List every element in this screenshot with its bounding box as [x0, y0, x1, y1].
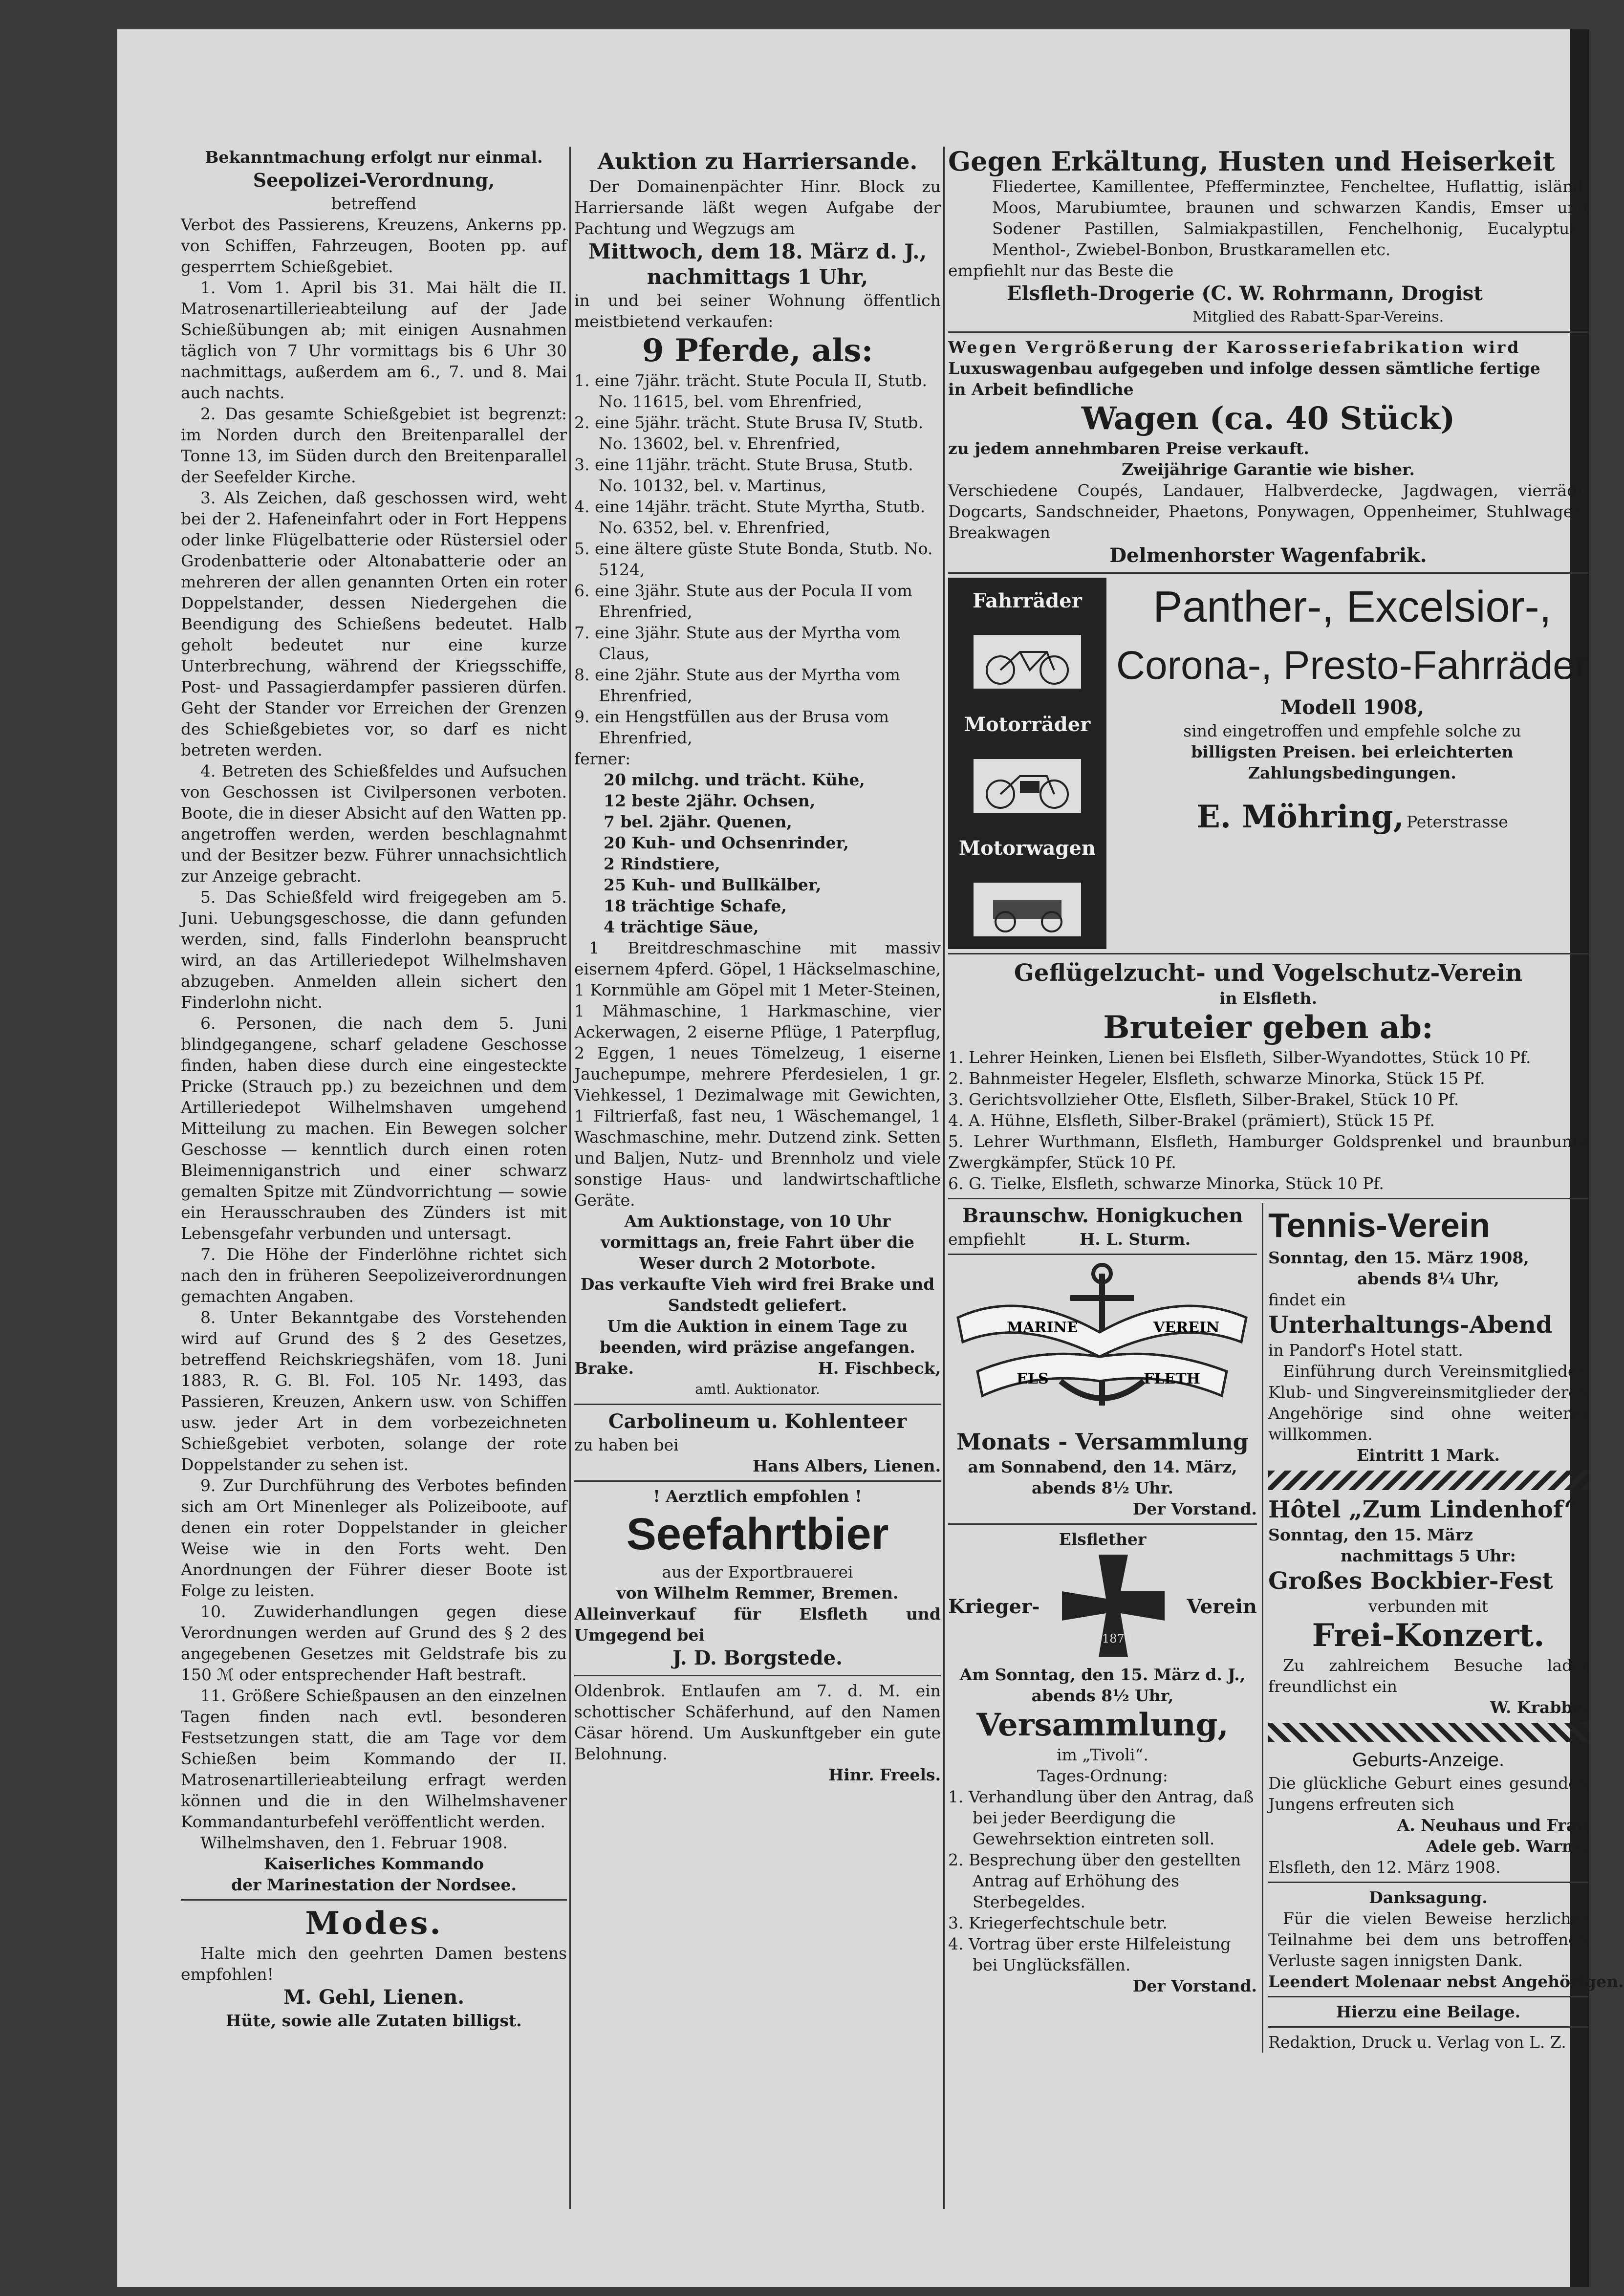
- decorative-border: [1268, 1471, 1588, 1490]
- cold-shop: Elsfleth-Drogerie (C. W. Rohrmann, Drogist: [1007, 282, 1483, 305]
- cattle-item: 4 trächtige Säue,: [604, 917, 759, 936]
- carbolineum-name: Hans Albers, Lienen.: [753, 1456, 941, 1475]
- tennis-line: findet ein: [1268, 1290, 1346, 1309]
- birth-name: A. Neuhaus und Frau: [1397, 1816, 1588, 1835]
- krieger-top: Elsflether: [1059, 1530, 1147, 1549]
- krieger-right: Verein: [1187, 1595, 1257, 1618]
- cold-title: Gegen Erkältung, Husten und Heiserkeit: [948, 146, 1555, 177]
- thanks-name: Leendert Molenaar nebst Angehörigen.: [1268, 1972, 1624, 1991]
- poultry-item: 4. A. Hühne, Elsfleth, Silber-Brakel (prämiert), Stück 15 Pf.: [948, 1111, 1435, 1130]
- krieger-left: Krieger-: [948, 1595, 1040, 1618]
- notice-intro: Bekanntmachung erfolgt nur einmal.: [205, 148, 543, 167]
- modes-name: M. Gehl, Lienen.: [283, 1986, 465, 2009]
- wagon-types: Verschiedene Coupés, Landauer, Halbverdecke, Jagdwagen, vierrädr. Dogcarts, Sandschneider, Phaetons, Ponywagen, Oppenheimer, Stuhlwagen, Breakwagen: [948, 481, 1588, 542]
- auction-place: Brake.: [574, 1359, 634, 1378]
- bike-dealer-address: Peterstrasse: [1407, 812, 1508, 831]
- notice-signature: Kaiserliches Kommando: [263, 1854, 484, 1873]
- auction-horses: 9 Pferde, als:: [642, 332, 873, 369]
- poultry-item: 6. G. Tielke, Elsfleth, schwarze Minorka, Stück 10 Pf.: [948, 1174, 1384, 1193]
- agenda-item: 1. Verhandlung über den Antrag, daß bei jeder Beerdigung die Gewehrsektion eintreten soll.: [948, 1787, 1254, 1848]
- krieger-date: Am Sonntag, den 15. März d. J.,: [959, 1665, 1246, 1684]
- column-rule: [569, 147, 571, 2209]
- lower-ads: [948, 1203, 1624, 2053]
- thanks-title: Danksagung.: [1369, 1888, 1488, 1907]
- thanks-text: Für die vielen Beweise herzlicher Teilnahme bei dem uns betroffenen Verluste sagen innigsten Dank.: [1268, 1909, 1588, 1970]
- horse-item: 1. eine 7jähr. trächt. Stute Pocula II, Stutb. No. 11615, bel. vom Ehrenfried,: [574, 371, 927, 411]
- notice-paragraph: 8. Unter Bekanntgabe des Vorstehenden wird auf Grund des § 2 des Gesetzes, betreffend Reichskriegshäfen, vom 18. Juni 1883, R. G. Bl. Fol. 105 Nr. 1493, das Passieren, Kreuzen, Ankern usw. von Schiffen usw. jeder Art in dem vorbezeichneten Schießgebiet verboten, solange der rote Doppelstander zu sehen ist.: [181, 1308, 567, 1474]
- poultry-title: Geflügelzucht- und Vogelschutz-Verein: [1014, 959, 1523, 987]
- honey-recommend: [948, 1229, 1257, 1250]
- emblem-word: ELS: [1017, 1370, 1049, 1387]
- tennis-time: abends 8¼ Uhr,: [1357, 1269, 1499, 1288]
- cold-member: Mitglied des Rabatt-Spar-Vereins.: [1192, 308, 1444, 325]
- bicycle-ad: [948, 578, 1588, 954]
- auction-title: Auktion zu Harriersande.: [597, 148, 918, 174]
- notice-paragraph: 9. Zur Durchführung des Verbotes befinden sich am Ort Minenleger als Polizeiboote, auf denen ein roter Doppelstander in gleicher Weise wie in den Forts weht. Den Anordnungen der Führer dieser Boote ist Folge zu leisten.: [181, 1476, 567, 1600]
- bike-label: Fahrräder: [973, 589, 1082, 612]
- krieger-time: abends 8½ Uhr,: [1031, 1686, 1174, 1705]
- cross-year: 1870: [1102, 1632, 1132, 1646]
- horse-list: [574, 370, 941, 748]
- krieger-agenda: [948, 1786, 1257, 1975]
- lindenhof-time: nachmittags 5 Uhr:: [1341, 1546, 1516, 1565]
- notice-paragraph: 1. Vom 1. April bis 31. Mai hält die II. Matrosenartillerieabteilung auf der Jade Schießübungen ab; mit einigen Ausnahmen täglich von 7 Uhr vormittags bis 6 Uhr 30 nachmittags, außerdem am 6., 7. und 8. Mai auch nachts.: [181, 278, 567, 402]
- poultry-subtitle: in Elsfleth.: [1219, 989, 1317, 1008]
- lindenhof-concert: Frei-Konzert.: [1312, 1617, 1545, 1654]
- auction-misc: 1 Breitdreschmaschine mit massiv eisernem 4pferd. Göpel, 1 Häckselmaschine, 1 Kornmühle am Göpel mit 1 Meter-Steinen, 1 Mähmaschine, 1 Harkmaschine, vier Ackerwagen, 2 eiserne Pflüge, 1 Paterpflug, 2 Eggen, 1 neues Tömelzeug, 1 eiserne Jauchepumpe, mehrere Pferdesielen, 1 gr. Viehkessel, 1 Dezimalwage mit Gewichten, 1 Filtrierfaß, fast neu, 1 Wäschemangel, 1 Waschmaschine, mehr. Dutzend zink. Setten und Baljen, Nutz- und Brennholz und viele sonstige Haus- und landwirtschaftliche Geräte.: [574, 938, 941, 1210]
- notice-title: Seepolizei-Verordnung,: [253, 169, 495, 191]
- honey-name: H. L. Sturm.: [1080, 1230, 1191, 1249]
- horse-item: 5. eine ältere güste Stute Bonda, Stutb. No. 5124,: [574, 539, 933, 579]
- horse-item: 6. eine 3jähr. Stute aus der Pocula II vom Ehrenfried,: [574, 581, 912, 621]
- dog-notice: Oldenbrok. Entlaufen am 7. d. M. ein schottischer Schäferhund, auf den Namen Cäsar hörend. Um Auskunftgeber ein gute Belohnung.: [574, 1681, 941, 1763]
- lindenhof-headline: Großes Bockbier-Fest: [1268, 1567, 1553, 1595]
- wagon-line: Luxuswagenbau aufgegeben und infolge dessen sämtliche fertige: [948, 359, 1540, 378]
- wagon-line: in Arbeit befindliche: [948, 380, 1134, 399]
- car-icon: [948, 883, 1106, 938]
- beer-seller: J. D. Borgstede.: [672, 1646, 843, 1669]
- notice-signature: der Marinestation der Nordsee.: [231, 1875, 517, 1894]
- cattle-item: 18 trächtige Schafe,: [604, 896, 787, 915]
- notice-paragraph: 3. Als Zeichen, daß geschossen wird, weht bei der 2. Hafeneinfahrt oder in Fort Heppens oder linke Flügelbatterie oder Rüstersiel oder Grodenbatterie oder Altonabatterie oder an mehreren der allen genannten Orten ein roter Doppelstander, dessen Niedergehen die Beendigung des Schießens bedeutet. Halb geholt bedeutet nur eine kurze Unterbrechung, während der Kriegsschiffe, Post- und Passagierdampfer passieren dürfen. Geht der Stander vor Erreichen der Grenzen des Schießgebietes vor, so darf es nicht betreten werden.: [181, 488, 567, 759]
- monthly-meeting-signature: Der Vorstand.: [1132, 1499, 1257, 1518]
- agenda-item: 2. Besprechung über den gestellten Antrag auf Erhöhung des Sterbegeldes.: [948, 1850, 1241, 1911]
- bike-line: billigsten Preisen. bei erleichterten: [1191, 742, 1514, 761]
- notice-place: Wilhelmshaven, den 1. Februar 1908.: [200, 1833, 508, 1852]
- bike-brands: Corona-, Presto-Fahrräder: [1116, 643, 1588, 688]
- supplement-note: Hierzu eine Beilage.: [1336, 2002, 1521, 2021]
- beer-line: aus der Exportbrauerei: [662, 1562, 853, 1581]
- modes-text: Halte mich den geehrten Damen bestens empfohlen!: [181, 1944, 567, 1984]
- monthly-meeting-date: am Sonnabend, den 14. März,: [968, 1457, 1237, 1476]
- wagon-headline: Wagen (ca. 40 Stück): [1081, 400, 1455, 437]
- auction-cattle-note: Das verkaufte Vieh wird frei Brake und Sandstedt geliefert.: [580, 1275, 935, 1315]
- marine-verein-emblem: [948, 1259, 1257, 1427]
- cold-text: Fliedertee, Kamillentee, Pfefferminztee, Fencheltee, Huflattig, isländ. Moos, Marubiumtee, braunen und schwarzen Kandis, Emser und Sodener Pastillen, Salmiakpastillen, Fenchelhonig, Eucalyptus-, Menthol-, Zwiebel-Bonbon, Brustkaramellen etc.: [992, 177, 1588, 259]
- modes-tagline: Hüte, sowie alle Zutaten billigst.: [226, 2011, 522, 2030]
- auction-intro2: in und bei seiner Wohnung öffentlich meistbietend verkaufen:: [574, 291, 941, 331]
- poultry-item: 3. Gerichtsvollzieher Otte, Elsfleth, Silber-Brakel, Stück 10 Pf.: [948, 1090, 1459, 1109]
- tennis-text: Einführung durch Vereinsmitglieder, Klub- und Singvereinsmitglieder deren Angehörige sind ohne weiteres willkommen.: [1268, 1362, 1588, 1444]
- motorcycle-icon: [948, 759, 1106, 815]
- birth-title: Geburts-Anzeige.: [1352, 1749, 1505, 1771]
- wagon-line: Wegen Vergrößerung der Karosseriefabrikation wird: [948, 338, 1521, 357]
- horse-item: 9. ein Hengstfüllen aus der Brusa vom Ehrenfried,: [574, 707, 889, 747]
- krieger-headline: Versammlung,: [976, 1707, 1229, 1743]
- tennis-entry: Eintritt 1 Mark.: [1357, 1446, 1500, 1465]
- tennis-date: Sonntag, den 15. März 1908,: [1268, 1248, 1529, 1267]
- auction-ferner: ferner:: [574, 749, 631, 768]
- bike-model: Modell 1908,: [1280, 696, 1424, 719]
- emblem-word: MARINE: [1007, 1319, 1078, 1336]
- cold-recommend: empfiehlt nur das Beste die: [948, 261, 1174, 280]
- krieger-signature: Der Vorstand.: [1132, 1976, 1257, 1995]
- beer-tag: ! Aerztlich empfohlen !: [653, 1487, 862, 1506]
- carbolineum-sub: zu haben bei: [574, 1435, 679, 1454]
- horse-item: 8. eine 2jähr. Stute aus der Myrtha vom Ehrenfried,: [574, 665, 900, 705]
- carbolineum-title: Carbolineum u. Kohlenteer: [608, 1410, 907, 1433]
- birth-place: Elsfleth, den 12. März 1908.: [1268, 1858, 1501, 1877]
- wagon-line: zu jedem annehmbaren Preise verkauft.: [948, 439, 1309, 458]
- auction-intro: Der Domainenpächter Hinr. Block zu Harriersande läßt wegen Aufgabe der Pachtung und Wegzugs am: [574, 177, 941, 238]
- krieger-header: [948, 1550, 1257, 1664]
- iron-cross-icon: [1057, 1550, 1169, 1664]
- birth-text: Die glückliche Geburt eines gesunden Jungens erfreuten sich: [1268, 1774, 1588, 1814]
- notice-paragraph: 6. Personen, die nach dem 5. Juni blindgegangene, scharf geladene Geschosse finden, haben diese durch eine eingesteckte Pricke (Strauch pp.) zu bezeichnen und dem Artilleriedepot Wilhelmshaven umgehend Mitteilung zu machen. Ein Bewegen solcher Geschosse — kenntlich durch einen roten Bleimenniganstrich und einer schwarz gemalten Spitze mit Zündvorrichtung — sowie ein Herausschrauben des Zünders ist mit Lebensgefahr verbunden und untersagt.: [181, 1014, 567, 1243]
- lindenhof-line: verbunden mit: [1368, 1597, 1489, 1616]
- lower-right: [1263, 1203, 1624, 2053]
- auction-time: nachmittags 1 Uhr,: [647, 265, 868, 289]
- emblem-word: FLETH: [1144, 1370, 1200, 1387]
- beer-line: von Wilhelm Remmer, Bremen.: [616, 1583, 899, 1603]
- birth-name: Adele geb. Warns.: [1426, 1837, 1588, 1856]
- notice-paragraph: 2. Das gesamte Schießgebiet ist begrenzt: im Norden durch den Breitenparallel der Tonne 13, im Süden durch den Breitenparallel der Seefelder Kirche.: [181, 404, 567, 486]
- bike-label: Motorräder: [964, 713, 1091, 736]
- horse-item: 2. eine 5jähr. trächt. Stute Brusa IV, Stutb. No. 13602, bel. v. Ehrenfried,: [574, 413, 924, 453]
- bicycle-illustration: [948, 578, 1106, 949]
- horse-item: 3. eine 11jähr. trächt. Stute Brusa, Stutb. No. 10132, bel. v. Martinus,: [574, 455, 913, 495]
- bike-dealer: [1116, 798, 1588, 836]
- newspaper-page: [117, 29, 1624, 2287]
- poultry-item: 5. Lehrer Wurthmann, Elsfleth, Hamburger Goldsprenkel und braunbunte Zwergkämpfer, Stück 10 Pf.: [948, 1132, 1588, 1172]
- honey-recommend-label: empfiehlt: [948, 1230, 1026, 1249]
- bike-brands: Panther-, Excelsior-,: [1153, 583, 1552, 631]
- wagon-firm: Delmenhorster Wagenfabrik.: [1109, 544, 1427, 567]
- lindenhof-title: Hôtel „Zum Lindenhof“: [1268, 1496, 1578, 1523]
- auction-role: amtl. Auktionator.: [695, 1381, 820, 1397]
- column-3: [948, 146, 1624, 2053]
- cattle-item: 2 Rindstiere,: [604, 854, 720, 873]
- honey-title: Braunschw. Honigkuchen: [962, 1204, 1243, 1227]
- krieger-place: im „Tivoli“.: [1057, 1745, 1148, 1764]
- notice-paragraph: 10. Zuwiderhandlungen gegen diese Verordnungen werden auf Grund des § 2 des angegebenen Gesetzes mit Geldstrafe bis zu 150 ℳ oder entsprechender Haft bestraft.: [181, 1602, 567, 1684]
- notice-subtitle: betreffend: [331, 194, 417, 213]
- cattle-list: [574, 769, 941, 937]
- column-rule: [943, 147, 945, 2209]
- notice-paragraphs: [181, 277, 567, 1832]
- lindenhof-host: W. Krabbe.: [1490, 1698, 1588, 1717]
- poultry-item: 1. Lehrer Heinken, Lienen bei Elsfleth, Silber-Wyandottes, Stück 10 Pf.: [948, 1048, 1531, 1067]
- modes-title: Modes.: [305, 1905, 443, 1942]
- horse-item: 4. eine 14jähr. trächt. Stute Myrtha, Stutb. No. 6352, bel. v. Ehrenfried,: [574, 497, 926, 537]
- auction-early: Um die Auktion in einem Tage zu beenden, wird präzise angefangen.: [600, 1317, 915, 1357]
- lower-left: [948, 1203, 1263, 2053]
- wagon-guarantee: Zweijährige Garantie wie bisher.: [1122, 460, 1415, 479]
- auction-boat: Am Auktionstage, von 10 Uhr vormittags an, freie Fahrt über die Weser durch 2 Motorbote.: [601, 1212, 914, 1273]
- poultry-headline: Bruteier geben ab:: [1103, 1009, 1433, 1046]
- imprint: Redaktion, Druck u. Verlag von L. Z.: [1268, 2033, 1566, 2052]
- bike-label: Motorwagen: [958, 837, 1096, 860]
- monthly-meeting-time: abends 8½ Uhr.: [1031, 1478, 1174, 1497]
- bicycle-icon: [948, 635, 1106, 691]
- dog-name: Hinr. Freels.: [828, 1765, 941, 1784]
- tennis-headline: Unterhaltungs-Abend: [1268, 1311, 1553, 1339]
- monthly-meeting-title: Monats - Versammlung: [956, 1429, 1249, 1455]
- cattle-item: 20 milchg. und trächt. Kühe,: [604, 770, 865, 789]
- bike-line: Zahlungsbedingungen.: [1248, 763, 1456, 782]
- lindenhof-date: Sonntag, den 15. März: [1268, 1525, 1473, 1544]
- agenda-item: 3. Kriegerfechtschule betr.: [948, 1913, 1168, 1932]
- auction-signature: [574, 1358, 941, 1379]
- auction-date: Mittwoch, dem 18. März d. J.,: [588, 239, 927, 263]
- decorative-border: [1268, 1723, 1588, 1742]
- notice-paragraph: 4. Betreten des Schießfeldes und Aufsuchen von Geschossen ist Civilpersonen verboten. Boote, die in dieser Absicht auf den Watten pp. angetroffen werden, werden beschlagnahmt und der Besitzer bezw. Führer unnachsichtlich zur Anzeige gebracht.: [181, 761, 567, 886]
- emblem-word: VEREIN: [1153, 1319, 1220, 1336]
- bike-dealer-name: E. Möhring,: [1196, 799, 1404, 835]
- cattle-item: 7 bel. 2jähr. Quenen,: [604, 812, 792, 831]
- poultry-item: 2. Bahnmeister Hegeler, Elsfleth, schwarze Minorka, Stück 15 Pf.: [948, 1069, 1485, 1088]
- auction-auctioneer: H. Fischbeck,: [818, 1359, 941, 1378]
- agenda-item: 4. Vortrag über erste Hilfeleistung bei Unglücksfällen.: [948, 1934, 1231, 1974]
- notice-lead: Verbot des Passierens, Kreuzens, Ankerns pp. von Schiffen, Fahrzeugen, Booten pp. auf gesperrtem Schießgebiet.: [181, 215, 567, 276]
- tennis-title: Tennis-Verein: [1268, 1206, 1490, 1244]
- beer-title: Seefahrtbier: [626, 1509, 889, 1559]
- notice-paragraph: 7. Die Höhe der Finderlöhne richtet sich nach den in früheren Seepolizeiverordnungen gemachten Angaben.: [181, 1245, 567, 1306]
- tennis-place: in Pandorf's Hotel statt.: [1268, 1341, 1463, 1360]
- bike-line: sind eingetroffen und empfehle solche zu: [1183, 721, 1521, 740]
- cattle-item: 12 beste 2jähr. Ochsen,: [604, 791, 816, 810]
- beer-line: Alleinverkauf für Elsfleth und Umgegend bei: [574, 1604, 941, 1645]
- notice-paragraph: 5. Das Schießfeld wird freigegeben am 5. Juni. Uebungsgeschosse, die dann gefunden werden, sind, falls Finderlohn beansprucht wird, an das Artilleriedepot Wilhelmshaven abzugeben. Anmelden allein sichert den Finderlohn nicht.: [181, 888, 567, 1012]
- cattle-item: 20 Kuh- und Ochsenrinder,: [604, 833, 849, 852]
- krieger-agenda-title: Tages-Ordnung:: [1037, 1766, 1168, 1785]
- poultry-list: [948, 1047, 1588, 1194]
- horse-item: 7. eine 3jähr. Stute aus der Myrtha vom Claus,: [574, 623, 900, 663]
- column-1: [181, 147, 567, 2031]
- cattle-item: 25 Kuh- und Bullkälber,: [604, 875, 822, 894]
- notice-paragraph: 11. Größere Schießpausen an den einzelnen Tagen finden nach evtl. besonderen Festsetzungen statt, die am Tage vor dem Schießen beim Kommando der II. Matrosenartillerieabteilung erfragt werden können und die in den Wilhelmshavener Kommandanturbefehl veröffentlicht werden.: [181, 1686, 567, 1831]
- column-2: [574, 147, 941, 1785]
- lindenhof-line: Zu zahlreichem Besuche ladet freundlichst ein: [1268, 1656, 1588, 1696]
